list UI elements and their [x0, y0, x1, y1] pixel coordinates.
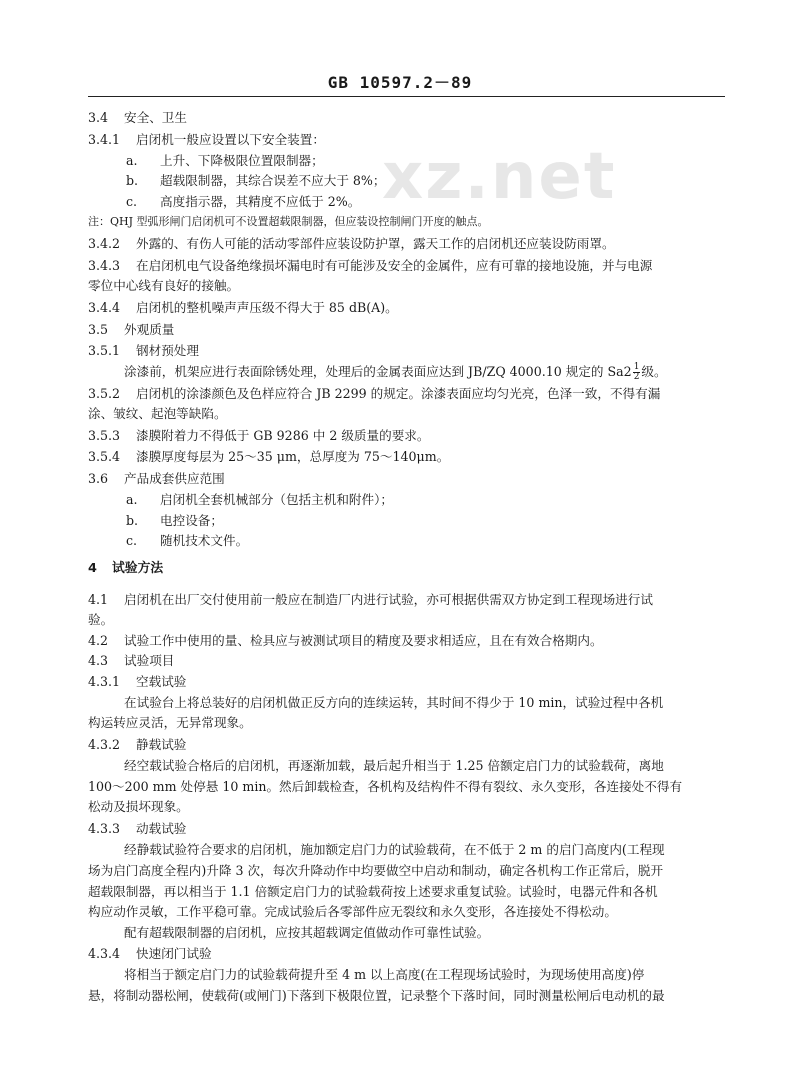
clause-title: 快速闭门试验	[136, 946, 212, 961]
clause-text: 漆膜厚度每层为 25～35 μm，总厚度为 75～140μm。	[136, 449, 450, 464]
clause-text: 试验工作中使用的量、检具应与被测试项目的精度及要求相适应，且在有效合格期内。	[124, 633, 603, 648]
clause-3-5-4	[0, 447, 800, 467]
clause-text: 外露的、有伤人可能的活动零部件应装设防护罩，露天工作的启闭机还应装设防雨罩。	[136, 236, 615, 251]
list-text: 超载限制器，其综合误差不应大于 8%；	[160, 173, 386, 188]
list-text: 电控设备；	[160, 513, 223, 528]
clause-3-5-1	[0, 341, 800, 361]
clause-3-4-3	[0, 256, 800, 276]
chapter-title: 试验方法	[112, 561, 164, 576]
clause-body-sa2	[0, 362, 800, 382]
section-3-5	[0, 320, 800, 340]
list-text: 高度指示器，其精度不应低于 2%。	[160, 194, 361, 209]
section-3-4	[0, 108, 800, 128]
body-line: 构应动作灵敏，工作平稳可靠。完成试验后各零部件应无裂纹和永久变形，各连接处不得松动。	[88, 904, 617, 919]
note: 注：QHJ 型弧形闸门启闭机可不设置超载限制器，但应装设控制闸门开度的触点。	[88, 215, 489, 228]
chapter-4-heading	[0, 559, 800, 579]
clause-number: 3.4.3	[88, 258, 121, 273]
list-item-a	[0, 151, 800, 171]
clause-title: 动载试验	[136, 821, 187, 836]
list-item-a	[0, 490, 800, 510]
clause-4-1	[0, 590, 800, 610]
list-text: 启闭机全套机械部分（包括主机和附件）；	[160, 492, 393, 507]
fraction-denominator: 2	[633, 372, 640, 382]
section-title: 试验项目	[124, 653, 175, 668]
fraction	[633, 363, 641, 382]
clause-title: 静载试验	[136, 737, 187, 752]
list-item-b	[0, 171, 800, 191]
clause-number: 4.3.3	[88, 821, 121, 836]
clause-number: 3.5.2	[88, 386, 121, 401]
list-item-c	[0, 192, 800, 212]
list-letter: a.	[126, 153, 138, 168]
clause-number: 4.3.2	[88, 737, 121, 752]
clause-number: 4.3.4	[88, 946, 121, 961]
clause-title: 钢材预处理	[136, 343, 199, 358]
list-text: 上升、下降极限位置限制器；	[160, 153, 324, 168]
clause-text: 启闭机在出厂交付使用前一般应在制造厂内进行试验，亦可根据供需双方协定到工程现场进行试	[124, 592, 653, 607]
body-line: 松动及损坏现象。	[88, 799, 189, 814]
body-line: 经静载试验符合要求的启闭机，施加额定启门力的试验载荷，在不低于 2 m 的启门高度内(工程现	[124, 842, 665, 857]
list-letter: c.	[126, 533, 138, 548]
body-text: 涂漆前，机架应进行表面除锈处理，处理后的金属表面应达到 JB/ZQ 4000.10 规定的 Sa2	[124, 364, 632, 379]
list-letter: a.	[126, 492, 138, 507]
section-number: 3.5	[88, 322, 109, 337]
body-line: 在试验台上将总装好的启闭机做正反方向的连续运转，其时间不得少于 10 min，试验过程中各机	[124, 695, 664, 710]
section-title: 外观质量	[124, 322, 175, 337]
clause-continuation: 验。	[88, 612, 114, 627]
body-line: 构运转应灵活，无异常现象。	[88, 715, 252, 730]
list-letter: b.	[126, 173, 139, 188]
section-number: 3.4	[88, 110, 109, 125]
section-title: 安全、卫生	[124, 110, 187, 125]
header-rule	[88, 96, 725, 97]
clause-text: 启闭机一般应设置以下安全装置：	[136, 132, 325, 147]
clause-4-3-4	[0, 944, 800, 964]
list-letter: b.	[126, 513, 139, 528]
clause-number: 3.5.4	[88, 449, 121, 464]
section-3-6	[0, 469, 800, 489]
body-line: 100～200 mm 处停悬 10 min。然后卸载检查，各机构及结构件不得有裂纹、永久变形，各连接处不得有	[88, 779, 683, 794]
clause-3-4-2	[0, 234, 800, 254]
section-number: 4.3	[88, 653, 109, 668]
chapter-number: 4	[88, 561, 97, 576]
fraction-numerator: 1	[633, 362, 640, 372]
list-item-c	[0, 531, 800, 551]
clause-text: 启闭机的涂漆颜色及色样应符合 JB 2299 的规定。涂漆表面应均匀光亮，色泽一致，不得有漏	[136, 386, 661, 401]
clause-text: 漆膜附着力不得低于 GB 9286 中 2 级质量的要求。	[136, 428, 430, 443]
body-line: 悬，将制动器松闸，使载荷(或闸门)下落到下极限位置，记录整个下落时间，同时测量松闸后电动机的最	[88, 988, 665, 1003]
clause-number: 4.3.1	[88, 674, 121, 689]
section-title: 产品成套供应范围	[124, 471, 225, 486]
clause-3-5-2	[0, 384, 800, 404]
list-item-b	[0, 511, 800, 531]
body-line: 场为启门高度全程内)升降 3 次，每次升降动作中均要做空中启动和制动，确定各机构工作正常后，脱开	[88, 863, 664, 878]
clause-text: 在启闭机电气设备绝缘损坏漏电时有可能涉及安全的金属件，应有可靠的接地设施，并与电源	[136, 258, 653, 273]
clause-text: 启闭机的整机噪声声压级不得大于 85 dB(A)。	[136, 300, 398, 315]
clause-4-3-3	[0, 819, 800, 839]
standard-code-header: GB 10597.2－89	[327, 73, 473, 92]
clause-4-3-2	[0, 735, 800, 755]
clause-number: 3.5.1	[88, 343, 121, 358]
list-text: 随机技术文件。	[160, 533, 249, 548]
clause-continuation: 涂、皱纹、起泡等缺陷。	[88, 406, 227, 421]
clause-4-3-1	[0, 672, 800, 692]
clause-number: 4.2	[88, 633, 109, 648]
clause-number: 3.5.3	[88, 428, 121, 443]
clause-number: 3.4.2	[88, 236, 121, 251]
clause-number: 3.4.4	[88, 300, 121, 315]
clause-3-4-4	[0, 298, 800, 318]
clause-3-5-3	[0, 426, 800, 446]
clause-continuation: 零位中心线有良好的接触。	[88, 278, 240, 293]
body-line: 配有超载限制器的启闭机，应按其超载调定值做动作可靠性试验。	[124, 925, 490, 940]
body-line: 经空载试验合格后的启闭机，再逐渐加载，最后起升相当于 1.25 倍额定启门力的试验载荷，离地	[124, 758, 664, 773]
clause-number: 3.4.1	[88, 132, 121, 147]
body-line: 超载限制器，再以相当于 1.1 倍额定启门力的试验载荷按上述要求重复试验。试验时，电器元件和各机	[88, 884, 658, 899]
clause-number: 4.1	[88, 592, 109, 607]
clause-title: 空载试验	[136, 674, 187, 689]
clause-3-4-1	[0, 130, 800, 150]
watermark: xz.net	[382, 140, 617, 214]
body-line: 将相当于额定启门力的试验载荷提升至 4 m 以上高度(在工程现场试验时，为现场使用高度)停	[124, 967, 645, 982]
section-4-3	[0, 651, 800, 671]
section-number: 3.6	[88, 471, 109, 486]
body-text-end: 级。	[641, 364, 667, 379]
clause-4-2	[0, 631, 800, 651]
list-letter: c.	[126, 194, 138, 209]
